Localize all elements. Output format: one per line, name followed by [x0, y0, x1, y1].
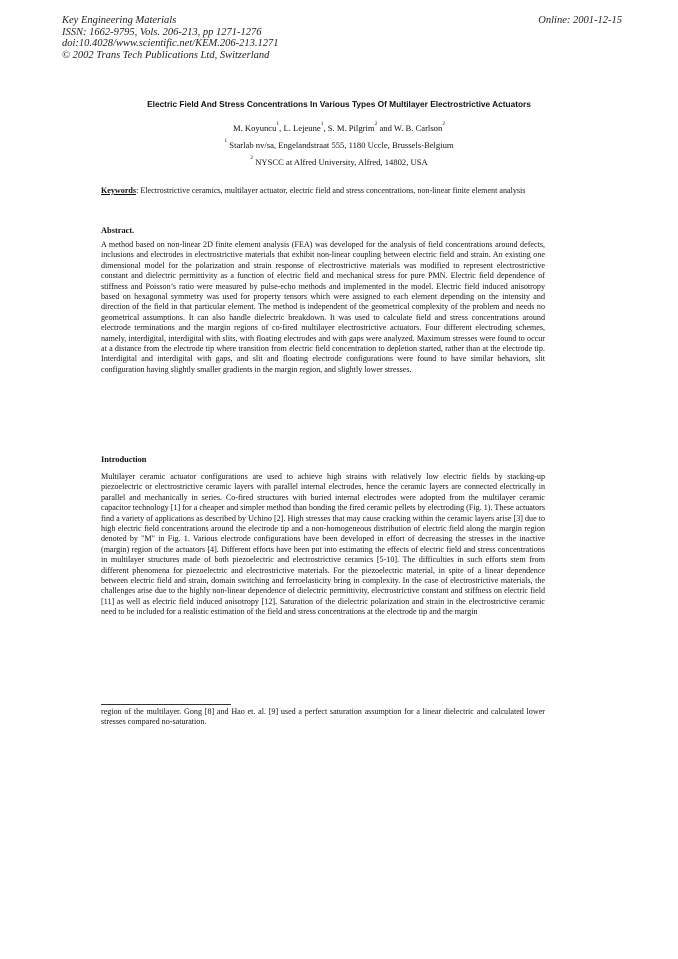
- abstract-heading: Abstract.: [101, 226, 135, 235]
- footnote-divider: [101, 704, 231, 705]
- paper-title: Electric Field And Stress Concentrations In Various Types Of Multilayer Electrostrictive Actuators: [147, 99, 531, 109]
- affiliation-2: [0, 157, 678, 167]
- author-name: S. M. Pilgrim: [327, 123, 375, 133]
- keywords: [101, 186, 545, 196]
- affiliation-sup: 1: [224, 138, 228, 144]
- author-affil-sup: 1: [276, 121, 280, 127]
- author-affil-sup: 2: [442, 121, 446, 127]
- author-sep: and: [377, 123, 394, 133]
- abstract-text: A method based on non-linear 2D finite element analysis (FEA) was developed for the analysis of field concentrations around defects, inclusions and electrodes in electrostrictive materials that exhibit non-linear coupling between electric field and strain. An existing one dimensional model for the polarization and strain response of electrostrictive materials was modified to represent electrostrictive constant and dielectric permittivity as a function of electric field and mechanical stress for pure PMN. Electric field dependence of stiffness and Poisson’s ratio were measured by pulse-echo methods and implemented in the model. Electric field induced anisotropy based on hexagonal symmetry was used for property tensors which were assigned to each element depending on the intensity and direction of the field in that particular element. The method is independent of the geometrical complexity of the problem and needs no geometrical assumptions. It can also handle dielectric breakdown. It was used to calculate field and stress concentrations around electrode terminations and the margin regions of co-fired multilayer electrostrictive actuators. Four different electroding schemes, namely, interdigital, interdigital with slits, with floating electrodes and with gaps were analyzed. Maximum stresses were found to occur at a distance from the electrode tip where transition from electric field concentration to depletion started, rather than at the electrode tip. Interdigital and interdigital with gaps, and slit and floating electrode configurations were found to have similar behaviors, slit configuration having slightly smaller gradients in the margin region, and slightly lower stresses.: [101, 240, 545, 374]
- doi-line: doi:10.4028/www.scientific.net/KEM.206-213.1271: [62, 38, 279, 49]
- author-affil-sup: 1: [320, 121, 324, 127]
- author-name: L. Lejeune: [283, 123, 321, 133]
- author-sep: ,: [323, 123, 328, 133]
- keywords-text: : Electrostrictive ceramics, multilayer actuator, electric field and stress concentrations, non-linear finite element analysis: [136, 186, 526, 195]
- online-date: Online: 2001-12-15: [538, 15, 622, 26]
- issn-line: ISSN: 1662-9795, Vols. 206-213, pp 1271-1276: [62, 26, 262, 38]
- affiliation-sup: 2: [250, 155, 254, 161]
- affiliation-1: [0, 140, 678, 150]
- author-list: [0, 123, 678, 133]
- author-sep: ,: [279, 123, 284, 133]
- introduction-text: Multilayer ceramic actuator configurations are used to achieve high strains with relatively low electric fields by stacking-up piezoelectric or electrostrictive ceramic layers with parallel internal electrodes, hence the ceramic layers are connected electrically in parallel and mechanically in series. Co-fired structures with buried internal electrodes were adopted from the multilayer ceramic capacitor technology [1] for a cheaper and simpler method than bonding the fired ceramic pellets by electroding (Fig. 1). These actuators find a variety of applications as described by Uchino [2]. High stresses that may cause cracking within the ceramic layers arise [3] due to high electric field concentrations around the electrode tip and a non-homogeneous distribution of electric field along the margin region denoted by "M" in Fig. 1. Various electrode configurations have been developed in effort of decreasing the stresses in the inactive (margin) region of the actuators [4]. Different efforts have been put into estimating the effects of electric field and stress concentrations in multilayer structures made of both piezoelectric and electrostrictive ceramics [5-10]. The difficulties in such efforts stem from different phenomena for piezoelectric and electrostrictive materials. For the piezoelectric material, in spite of a linear dependence between electric field and strain, domain switching and ferroelasticity bring in complexity. In the case of electrostrictive materials, the challenges arise due to the highly non-linear dependence of dielectric permittivity, electrostrictive constant and stiffness on electric field [11] as well as electric field induced anisotropy [12]. Saturation of the dielectric polarization and strain in the electrostrictive ceramic need to be included for a realistic estimation of the field and stress concentrations at the electrode tip and the margin: [101, 472, 545, 617]
- introduction-continuation: region of the multilayer. Gong [8] and Hao et. al. [9] used a perfect saturation assumption for a linear dielectric and calculated lower stresses compared no-saturation.: [101, 707, 545, 727]
- affiliation-text: Starlab nv/sa, Engelandstraat 555, 1180 Uccle, Brussels-Belgium: [227, 140, 454, 150]
- copyright-line: © 2002 Trans Tech Publications Ltd, Switzerland: [62, 49, 270, 61]
- introduction-heading: Introduction: [101, 455, 147, 464]
- author-name: M. Koyuncu: [232, 123, 277, 133]
- keywords-label: Keywords: [101, 186, 137, 195]
- journal-name: Key Engineering Materials: [62, 15, 177, 26]
- journal-header: [62, 15, 622, 61]
- author-name: W. B. Carlson: [393, 123, 443, 133]
- affiliation-text: NYSCC at Alfred University, Alfred, 14802, USA: [253, 157, 428, 167]
- author-affil-sup: 2: [374, 121, 378, 127]
